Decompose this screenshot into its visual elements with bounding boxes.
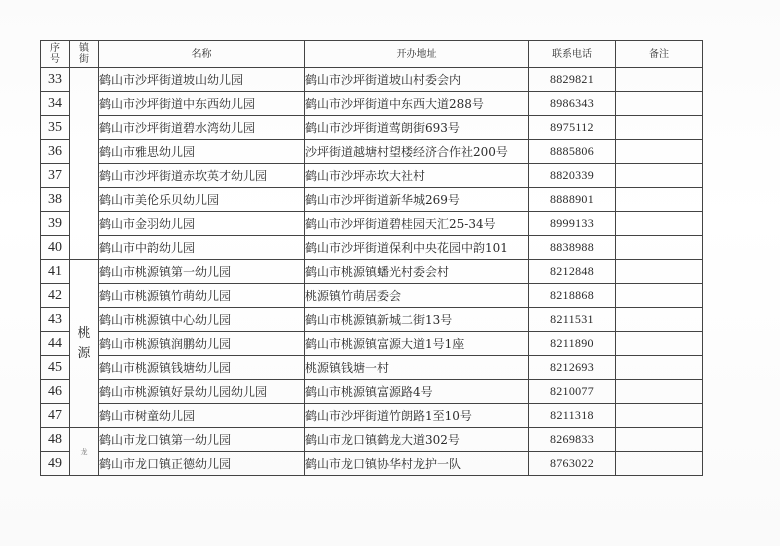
- kindergarten-table: [40, 40, 703, 476]
- kindergarten-address: 鹤山市桃源镇新城二街13号: [305, 308, 529, 332]
- row-number: 38: [41, 188, 70, 212]
- kindergarten-address: 鹤山市沙坪街道莺朗街693号: [305, 116, 529, 140]
- table-row: [41, 140, 703, 164]
- remark-cell: [616, 380, 703, 404]
- contact-phone: 8212693: [529, 356, 616, 380]
- row-number: 48: [41, 428, 70, 452]
- row-number: 39: [41, 212, 70, 236]
- table-row: [41, 212, 703, 236]
- kindergarten-name: 鹤山市桃源镇润鹏幼儿园: [99, 332, 305, 356]
- kindergarten-address: 桃源镇钱塘一村: [305, 356, 529, 380]
- kindergarten-name: 鹤山市沙坪街道赤坎英才幼儿园: [99, 164, 305, 188]
- remark-cell: [616, 140, 703, 164]
- kindergarten-name: 鹤山市龙口镇正德幼儿园: [99, 452, 305, 476]
- remark-cell: [616, 68, 703, 92]
- remark-cell: [616, 428, 703, 452]
- row-number: 40: [41, 236, 70, 260]
- kindergarten-name: 鹤山市桃源镇好景幼儿园幼儿园: [99, 380, 305, 404]
- header-seq: 序号: [41, 41, 70, 68]
- kindergarten-name: 鹤山市沙坪街道坡山幼儿园: [99, 68, 305, 92]
- kindergarten-name: 鹤山市雅思幼儿园: [99, 140, 305, 164]
- table-body: [41, 68, 703, 476]
- contact-phone: 8269833: [529, 428, 616, 452]
- table-row: [41, 308, 703, 332]
- remark-cell: [616, 236, 703, 260]
- header-phone: 联系电话: [529, 41, 616, 68]
- row-number: 46: [41, 380, 70, 404]
- kindergarten-name: 鹤山市中韵幼儿园: [99, 236, 305, 260]
- contact-phone: 8211318: [529, 404, 616, 428]
- kindergarten-name: 鹤山市树童幼儿园: [99, 404, 305, 428]
- kindergarten-address: 鹤山市沙坪街道中东西大道288号: [305, 92, 529, 116]
- kindergarten-name: 鹤山市桃源镇中心幼儿园: [99, 308, 305, 332]
- contact-phone: 8218868: [529, 284, 616, 308]
- table-row: [41, 116, 703, 140]
- remark-cell: [616, 188, 703, 212]
- table-row: [41, 332, 703, 356]
- contact-phone: 8885806: [529, 140, 616, 164]
- row-number: 41: [41, 260, 70, 284]
- kindergarten-address: 沙坪街道越塘村望楼经济合作社200号: [305, 140, 529, 164]
- table-row: [41, 380, 703, 404]
- row-number: 35: [41, 116, 70, 140]
- row-number: 42: [41, 284, 70, 308]
- table-row: [41, 452, 703, 476]
- row-number: 43: [41, 308, 70, 332]
- remark-cell: [616, 92, 703, 116]
- kindergarten-address: 鹤山市沙坪街道竹朗路1至10号: [305, 404, 529, 428]
- table-row: [41, 260, 703, 284]
- kindergarten-name: 鹤山市桃源镇钱塘幼儿园: [99, 356, 305, 380]
- kindergarten-address: 鹤山市沙坪街道碧桂园天汇25-34号: [305, 212, 529, 236]
- contact-phone: 8212848: [529, 260, 616, 284]
- town-cell: [70, 68, 99, 260]
- kindergarten-name: 鹤山市桃源镇竹萌幼儿园: [99, 284, 305, 308]
- table-row: [41, 164, 703, 188]
- kindergarten-address: 鹤山市龙口镇鹤龙大道302号: [305, 428, 529, 452]
- contact-phone: 8838988: [529, 236, 616, 260]
- table-row: [41, 92, 703, 116]
- kindergarten-address: 桃源镇竹萌居委会: [305, 284, 529, 308]
- kindergarten-address: 鹤山市沙坪街道坡山村委会内: [305, 68, 529, 92]
- contact-phone: 8211890: [529, 332, 616, 356]
- contact-phone: 8829821: [529, 68, 616, 92]
- table-row: [41, 236, 703, 260]
- town-cell: [70, 260, 99, 428]
- table-row: [41, 68, 703, 92]
- row-number: 45: [41, 356, 70, 380]
- kindergarten-name: 鹤山市金羽幼儿园: [99, 212, 305, 236]
- kindergarten-address: 鹤山市桃源镇富源大道1号1座: [305, 332, 529, 356]
- kindergarten-address: 鹤山市沙坪街道保利中央花园中韵101: [305, 236, 529, 260]
- kindergarten-name: 鹤山市沙坪街道中东西幼儿园: [99, 92, 305, 116]
- remark-cell: [616, 260, 703, 284]
- remark-cell: [616, 284, 703, 308]
- row-number: 47: [41, 404, 70, 428]
- remark-cell: [616, 332, 703, 356]
- contact-phone: 8999133: [529, 212, 616, 236]
- table-header-row: [41, 41, 703, 68]
- kindergarten-name: 鹤山市沙坪街道碧水湾幼儿园: [99, 116, 305, 140]
- town-tail-mark: 龙: [80, 447, 88, 456]
- contact-phone: 8820339: [529, 164, 616, 188]
- row-number: 34: [41, 92, 70, 116]
- header-street: 镇街: [70, 41, 99, 68]
- header-remark: 备注: [616, 41, 703, 68]
- contact-phone: 8763022: [529, 452, 616, 476]
- table-row: [41, 404, 703, 428]
- row-number: 44: [41, 332, 70, 356]
- remark-cell: [616, 308, 703, 332]
- row-number: 49: [41, 452, 70, 476]
- contact-phone: 8986343: [529, 92, 616, 116]
- contact-phone: 8210077: [529, 380, 616, 404]
- table-row: [41, 188, 703, 212]
- contact-phone: 8888901: [529, 188, 616, 212]
- remark-cell: [616, 356, 703, 380]
- contact-phone: 8211531: [529, 308, 616, 332]
- table-row: [41, 428, 703, 452]
- row-number: 33: [41, 68, 70, 92]
- town-cell: [70, 428, 99, 476]
- kindergarten-name: 鹤山市美伦乐贝幼儿园: [99, 188, 305, 212]
- header-address: 开办地址: [305, 41, 529, 68]
- remark-cell: [616, 404, 703, 428]
- kindergarten-address: 鹤山市沙坪街道新华城269号: [305, 188, 529, 212]
- town-label: 桃源: [77, 325, 91, 361]
- contact-phone: 8975112: [529, 116, 616, 140]
- kindergarten-address: 鹤山市龙口镇协华村龙护一队: [305, 452, 529, 476]
- kindergarten-name: 鹤山市龙口镇第一幼儿园: [99, 428, 305, 452]
- remark-cell: [616, 116, 703, 140]
- header-name: 名称: [99, 41, 305, 68]
- remark-cell: [616, 452, 703, 476]
- remark-cell: [616, 212, 703, 236]
- table-row: [41, 356, 703, 380]
- table-row: [41, 284, 703, 308]
- kindergarten-address: 鹤山市沙坪赤坎大社村: [305, 164, 529, 188]
- kindergarten-address: 鹤山市桃源镇蟠光村委会村: [305, 260, 529, 284]
- row-number: 37: [41, 164, 70, 188]
- row-number: 36: [41, 140, 70, 164]
- remark-cell: [616, 164, 703, 188]
- kindergarten-address: 鹤山市桃源镇富源路4号: [305, 380, 529, 404]
- kindergarten-name: 鹤山市桃源镇第一幼儿园: [99, 260, 305, 284]
